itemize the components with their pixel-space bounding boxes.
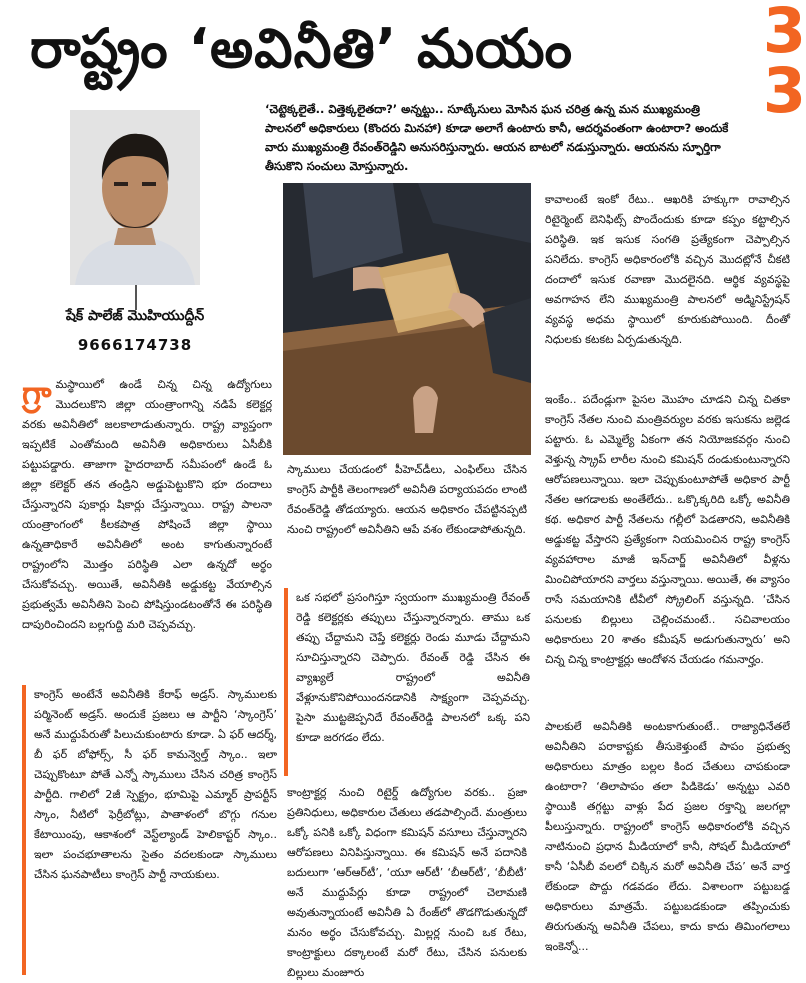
article-column-1 <box>22 375 272 665</box>
pull-quote: ‘చెట్టెక్కలైతే.. విత్తెక్కలైతదా?’ అన్నట్టు.. సూట్కేసులు మోసిన ఘన చరిత్ర ఉన్న మన ముఖ్యమంత్రి పాలనలో అధికారులు (కొందరు మినహా) కూడా అలాగే ఉంటారు కానీ, ఆదర్శవంతంగా ఉంటారా? అందుకే వారు ముఖ్యమంత్రి రేవంత్‌రెడ్డిని అనుసరిస్తున్నారు. ఆయన బాటలో నడుస్తున్నారు. ఆయనను స్ఫూర్తిగా తీసుకొని సంచులు మోస్తున్నారు. <box>265 102 729 173</box>
author-photo <box>70 110 200 285</box>
sidebar-box <box>22 685 277 975</box>
dropcap: గ్రా <box>22 374 52 412</box>
orange-deco-three-icon: 3 3 <box>762 0 806 127</box>
author-separator <box>135 285 137 310</box>
bribe-handover-image <box>283 183 531 455</box>
article-column-3a: కావాలంటే ఇంకో రేటు.. ఆఖరికి హక్కుగా రావాల్సిన రిటైర్మెంట్ బెనిఫిట్స్ పొందేందుకు కూడా కప్పం కట్టాల్సిన పరిస్థితి. ఇక ఇసుక సంగతి ప్రత్యేకంగా చెప్పాల్సిన పనిలేదు. కాంగ్రెస్ అధికారంలోకి వచ్చిన మొదట్లోనే చీకటి దందాలో ఇసుక రవాణా మొదలైనది. ఆర్థిక వ్యవస్థపై అవగాహన లేని ముఖ్యమంత్రి పాలనలో అడ్మినిస్ట్రేషన్ వ్యవస్థ అధమ స్థాయిలో కూరుకుపోయింది. దీంతో నిధులకు కటకట ఏర్పడుతున్నది. <box>545 193 790 346</box>
article-column-2b: కాంట్రాక్టర్ల నుంచి రిటైర్డ్ ఉద్యోగుల వరకు.. ప్రజా ప్రతినిధులు, అధికారుల చేతులు తడపాల్సిందే. మంత్రులు ఒక్కో పనికి ఒక్కో విధంగా కమిషన్ వసూలు చేస్తున్నారని ఆరోపణలు వినిపిస్తున్నాయి. ఈ కమిషన్ అనే పదానికి బదులుగా ‘ఆర్‌ఆర్‌టీ’, ‘యూ ఆర్‌టీ’ ‘బీఆర్‌టీ’, ‘బీబీటీ’ అనే ముద్దుపేర్లు కూడా రాష్ట్రంలో చెలామణి అవుతున్నాయంటే అవినీతి ఏ రేంజ్‌లో తొడగొడుతున్నదో మనం అర్థం చేసుకోవచ్చు. మిల్లర్ల నుంచి ఒక రేటు, కాంట్రాక్టులు దక్కాలంటే మరో రేటు, చేసిన పనులకు బిల్లులు మంజూరు <box>287 786 527 979</box>
article-column-3c: పాలకులే అవినీతికి అంటకాగుతుంటే.. రాజ్యాధినేతలే అవినీతిని పరాకాష్టకు తీసుకెళ్తుంటే పాపం ప్రభుత్వ అధికారులు మాత్రం బల్లల కింద చేతులు చాపకుండా ఉంటారా? ‘తిలాపాపం తలా పిడికెడు’ అన్నట్టు ఎవరి స్థాయికి తగ్గట్టు వాళ్లు పేద ప్రజల రక్తాన్ని జలగల్లా పీలుస్తున్నారు. రాష్ట్రంలో కాంగ్రెస్ అధికారంలోకి వచ్చిన నాటినుంచి ప్రధాన మీడియాలో కానీ, సోషల్ మీడియాలో కానీ ‘ఏసీబీ వలలో చిక్కిన మరో అవినీతి చేప’ అనే వార్త లేకుండా పొద్దు గడవడం లేదు. విశాలంగా పట్టుబడ్డ అధికారులు మాత్రమే. పట్టుబడకుండా తప్పించుకు తిరుగుతున్న అవినీతి చేపలు, కాదు కాదు తిమింగలాలు ఇంకెన్నో... <box>545 720 790 953</box>
author-name: షేక్ పాలేజ్ మొహియుద్దీన్ <box>65 308 205 324</box>
author-phone: 9666174738 <box>77 336 193 354</box>
sidebar-text: కాంగ్రెస్ అంటేనే అవినీతికి కేరాఫ్ అడ్రస్. స్కాములకు పర్మినెంట్ అడ్రస్. అందుకే ప్రజలు ఆ పార్టీని ‘స్కాంగ్రెస్’ అనే ముద్దుపేరుతో పిలుచుకుంటారు కూడా. ఏ ఫర్ ఆదర్శ్, బీ ఫర్ బోఫోర్స్, సీ ఫర్ కామన్వెల్త్ స్కాం.. ఇలా చెప్పుకొంటూ పోతే ఎన్నో స్కాములు చేసిన చరిత్ర కాంగ్రెస్ పార్టీది. గాలిలో 2జీ స్పెక్ట్రం, భూమిపై ఎమ్మార్ ప్రాపర్టీస్ స్కాం, నీటిలో ఫెర్రీబోట్లు, పాతాళంలో బొగ్గు గనుల కేటాయింపు, ఆకాశంలో వెస్ట్‌ల్యాండ్ హెలికాప్టర్ స్కాం.. ఇలా పంచభూతాలను సైతం వదలకుండా స్కాములు చేసిన ఘనపాటీలు కాంగ్రెస్ పార్టీ నాయకులు. <box>34 688 277 881</box>
highlight-box <box>284 588 530 776</box>
article-column-1-text: మస్థాయిలో ఉండే చిన్న చిన్న ఉద్యోగులు మొదలుకొని జిల్లా యంత్రాంగాన్ని నడిపే కలెక్టర్ల వరకు అవినీతిలో జలకాలాడుతున్నారు. రాష్ట్ర వ్యాప్తంగా ఇప్పటికే ఎంతోమంది అవినీతి అధికారులు ఏసీబీకి పట్టుపడ్డారు. తాజాగా హైదరాబాద్ సమీపంలో ఉండే ఓ జిల్లా కలెక్టర్ తన తండ్రిని అడ్డుపెట్టుకొని భూ దందాలు చేస్తున్నారని పుకార్లు షికార్లు చేస్తున్నాయి. రాష్ట్ర పాలనా యంత్రాంగంలో కీలకపాత్ర పోషించే జిల్లా స్థాయి ఉన్నతాధికారే అవినీతిలో అంట కాగుతున్నారంటే రాష్ట్రంలోని మొత్తం పరిస్థితి ఎలా ఉన్నదో అర్థం చేసుకోవచ్చు. అయితే, అవినీతికి అడ్డుకట్ట వేయాల్సిన ప్రభుత్వమే అవినీతిని పెంచి పోషిస్తుండటంతోనే ఈ పరిస్థితి దాపురించిందని బల్లగుద్ది మరి చెప్పవచ్చు. <box>22 378 272 631</box>
headline: రాష్ట్రం ‘అవినీతి’ మయం <box>30 17 573 80</box>
highlight-box-text: ఒక సభలో ప్రసంగిస్తూ స్వయంగా ముఖ్యమంత్రి రేవంత్ రెడ్డి కలెక్టర్లకు తప్పులు చేస్తున్నారన్నారు. తాము ఒక తప్పు చేద్దామని చెప్తే కలెక్టర్లు రెండు మూడు చేద్దామని సూచిస్తున్నారని చెప్పారు. రేవంత్ రెడ్డి చేసిన ఈ వ్యాఖ్యలే రాష్ట్రంలో అవినీతి వేళ్లూనుకొనిపోయిందనడానికి సాక్ష్యంగా చెప్పవచ్చు. పైసా ముట్టజెప్పనిదే రేవంత్‌రెడ్డి పాలనలో ఒక్క పని కూడా జరగడం లేదు. <box>296 591 530 744</box>
article-column-3b: ఇంకేం.. పదేండ్లుగా పైసల మొహం చూడని చిన్న చితకా కాంగ్రెస్ నేతల నుంచి మంత్రివర్యుల వరకు ఇసుకను జల్లెడ పట్టారు. ఓ ఎమ్మెల్యే ఏకంగా తన నియోజకవర్గం నుంచి వెళ్తున్న స్క్రాప్ లారీల నుంచి కమిషన్ దండుకుంటున్నారని ఆరోపణలున్నాయి. ఇలా చెప్పుకుంటూపోతే అధికార పార్టీ నేతల ఆగడాలకు అంతేలేదు.. ఒక్కొక్కరిది ఒక్కో అవినీతి కథ. అధికార పార్టీ నేతలను గల్లీలో పెడతారని, అవినీతికి అడ్డుకట్ట వేస్తారని ప్రత్యేకంగా నియమించిన రాష్ట్ర కాంగ్రెస్ వ్యవహారాల మాజీ ఇన్‌చార్జ్ అవినీతిలో వీళ్లను మించిపోయారని వార్తలు వస్తున్నాయి. అయితే, ఈ వ్యాసం రాసే సమయానికి టీవీలో స్క్రోలింగ్ వస్తున్నది. ‘చేసిన పనులకు బిల్లులు చెల్లించమంటే.. సచివాలయం అధికారులు 20 శాతం కమీషన్ అడుగుతున్నారు’ అని చిన్న చిన్న కాంట్రాక్టర్లు ఆందోళన చేయడం గమనార్హం. <box>545 393 790 666</box>
article-column-2a: స్కాములు చేయడంలో పీహెచ్‌డీలు, ఎంఫిల్‌లు చేసిన కాంగ్రెస్ పార్టీకి తెలంగాణలో అవినీతి పర్యాయపదం లాంటి రేవంత్‌రెడ్డి తోడయ్యారు. ఆయన అధికారం చేపట్టినప్పటి నుంచి రాష్ట్రంలో అవినీతిని ఆపే వశం లేకుండాపోతున్నది. <box>287 463 527 536</box>
